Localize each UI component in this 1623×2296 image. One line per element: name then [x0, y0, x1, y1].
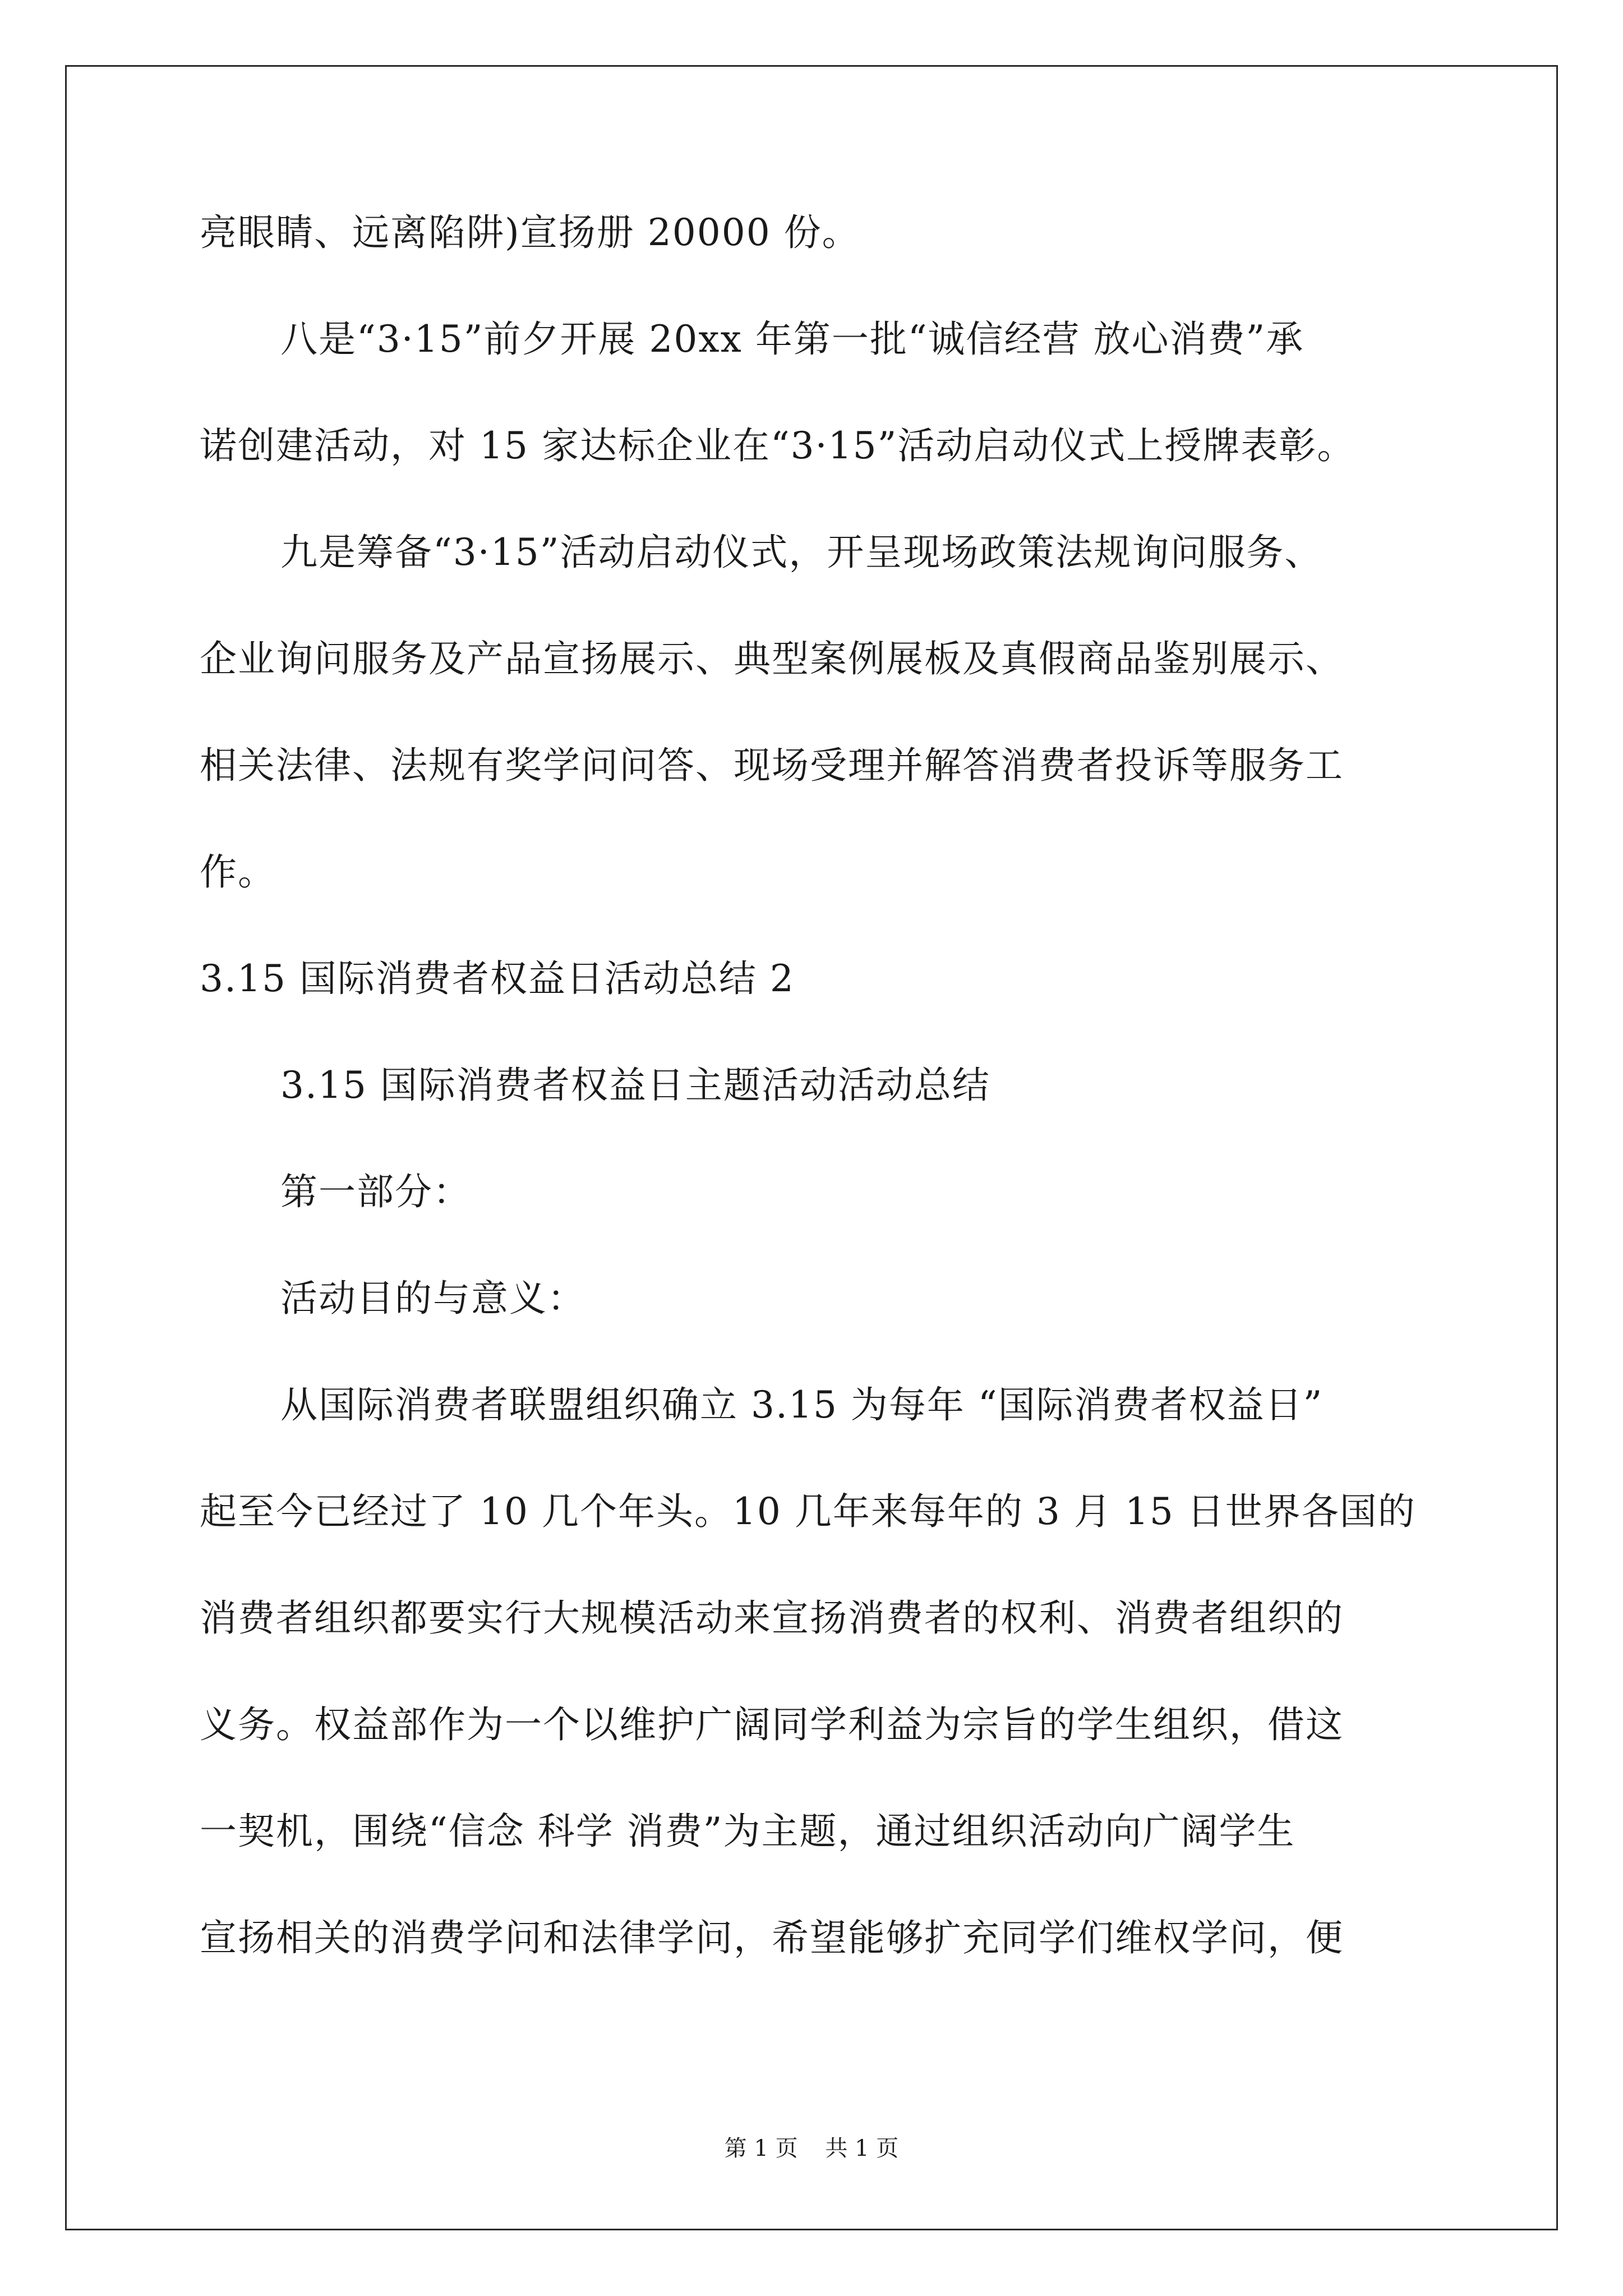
section-heading: 3.15 国际消费者权益日活动总结 2: [200, 957, 795, 1000]
text-line: 义务。权益部作为一个以维护广阔同学利益为宗旨的学生组织，借这: [200, 1703, 1344, 1746]
page-border: [65, 65, 1558, 2230]
text-line: 企业询问服务及产品宣扬展示、典型案例展板及真假商品鉴别展示、: [200, 637, 1344, 680]
page-footer: [0, 2132, 1623, 2165]
text-line: 起至今已经过了 10 几个年头。10 几年来每年的 3 月 15 日世界各国的: [200, 1490, 1416, 1533]
text-line: 作。: [200, 850, 276, 894]
text-line: 八是“3·15”前夕开展 20xx 年第一批“诚信经营 放心消费”承: [280, 318, 1304, 361]
text-line: 宣扬相关的消费学问和法律学问，希望能够扩充同学们维权学问，便: [200, 1916, 1344, 1959]
text-line: 从国际消费者联盟组织确立 3.15 为每年 “国际消费者权益日”: [280, 1383, 1324, 1427]
page-total: 共 1 页: [825, 2136, 899, 2161]
purpose-heading: 活动目的与意义：: [280, 1277, 585, 1320]
sub-heading: 3.15 国际消费者权益日主题活动活动总结: [280, 1064, 990, 1107]
text-line: 一契机，围绕“信念 科学 消费”为主题，通过组织活动向广阔学生: [200, 1810, 1295, 1853]
text-line: 诺创建活动，对 15 家达标企业在“3·15”活动启动仪式上授牌表彰。: [200, 424, 1355, 467]
text-line: 相关法律、法规有奖学问问答、现场受理并解答消费者投诉等服务工: [200, 744, 1344, 787]
part-heading: 第一部分：: [280, 1170, 471, 1213]
text-line: 亮眼睛、远离陷阱)宣扬册 20000 份。: [200, 211, 860, 254]
page-number: 第 1 页: [724, 2136, 798, 2161]
text-line: 消费者组织都要实行大规模活动来宣扬消费者的权利、消费者组织的: [200, 1596, 1344, 1640]
text-line: 九是筹备“3·15”活动启动仪式，开呈现场政策法规询问服务、: [280, 531, 1323, 574]
